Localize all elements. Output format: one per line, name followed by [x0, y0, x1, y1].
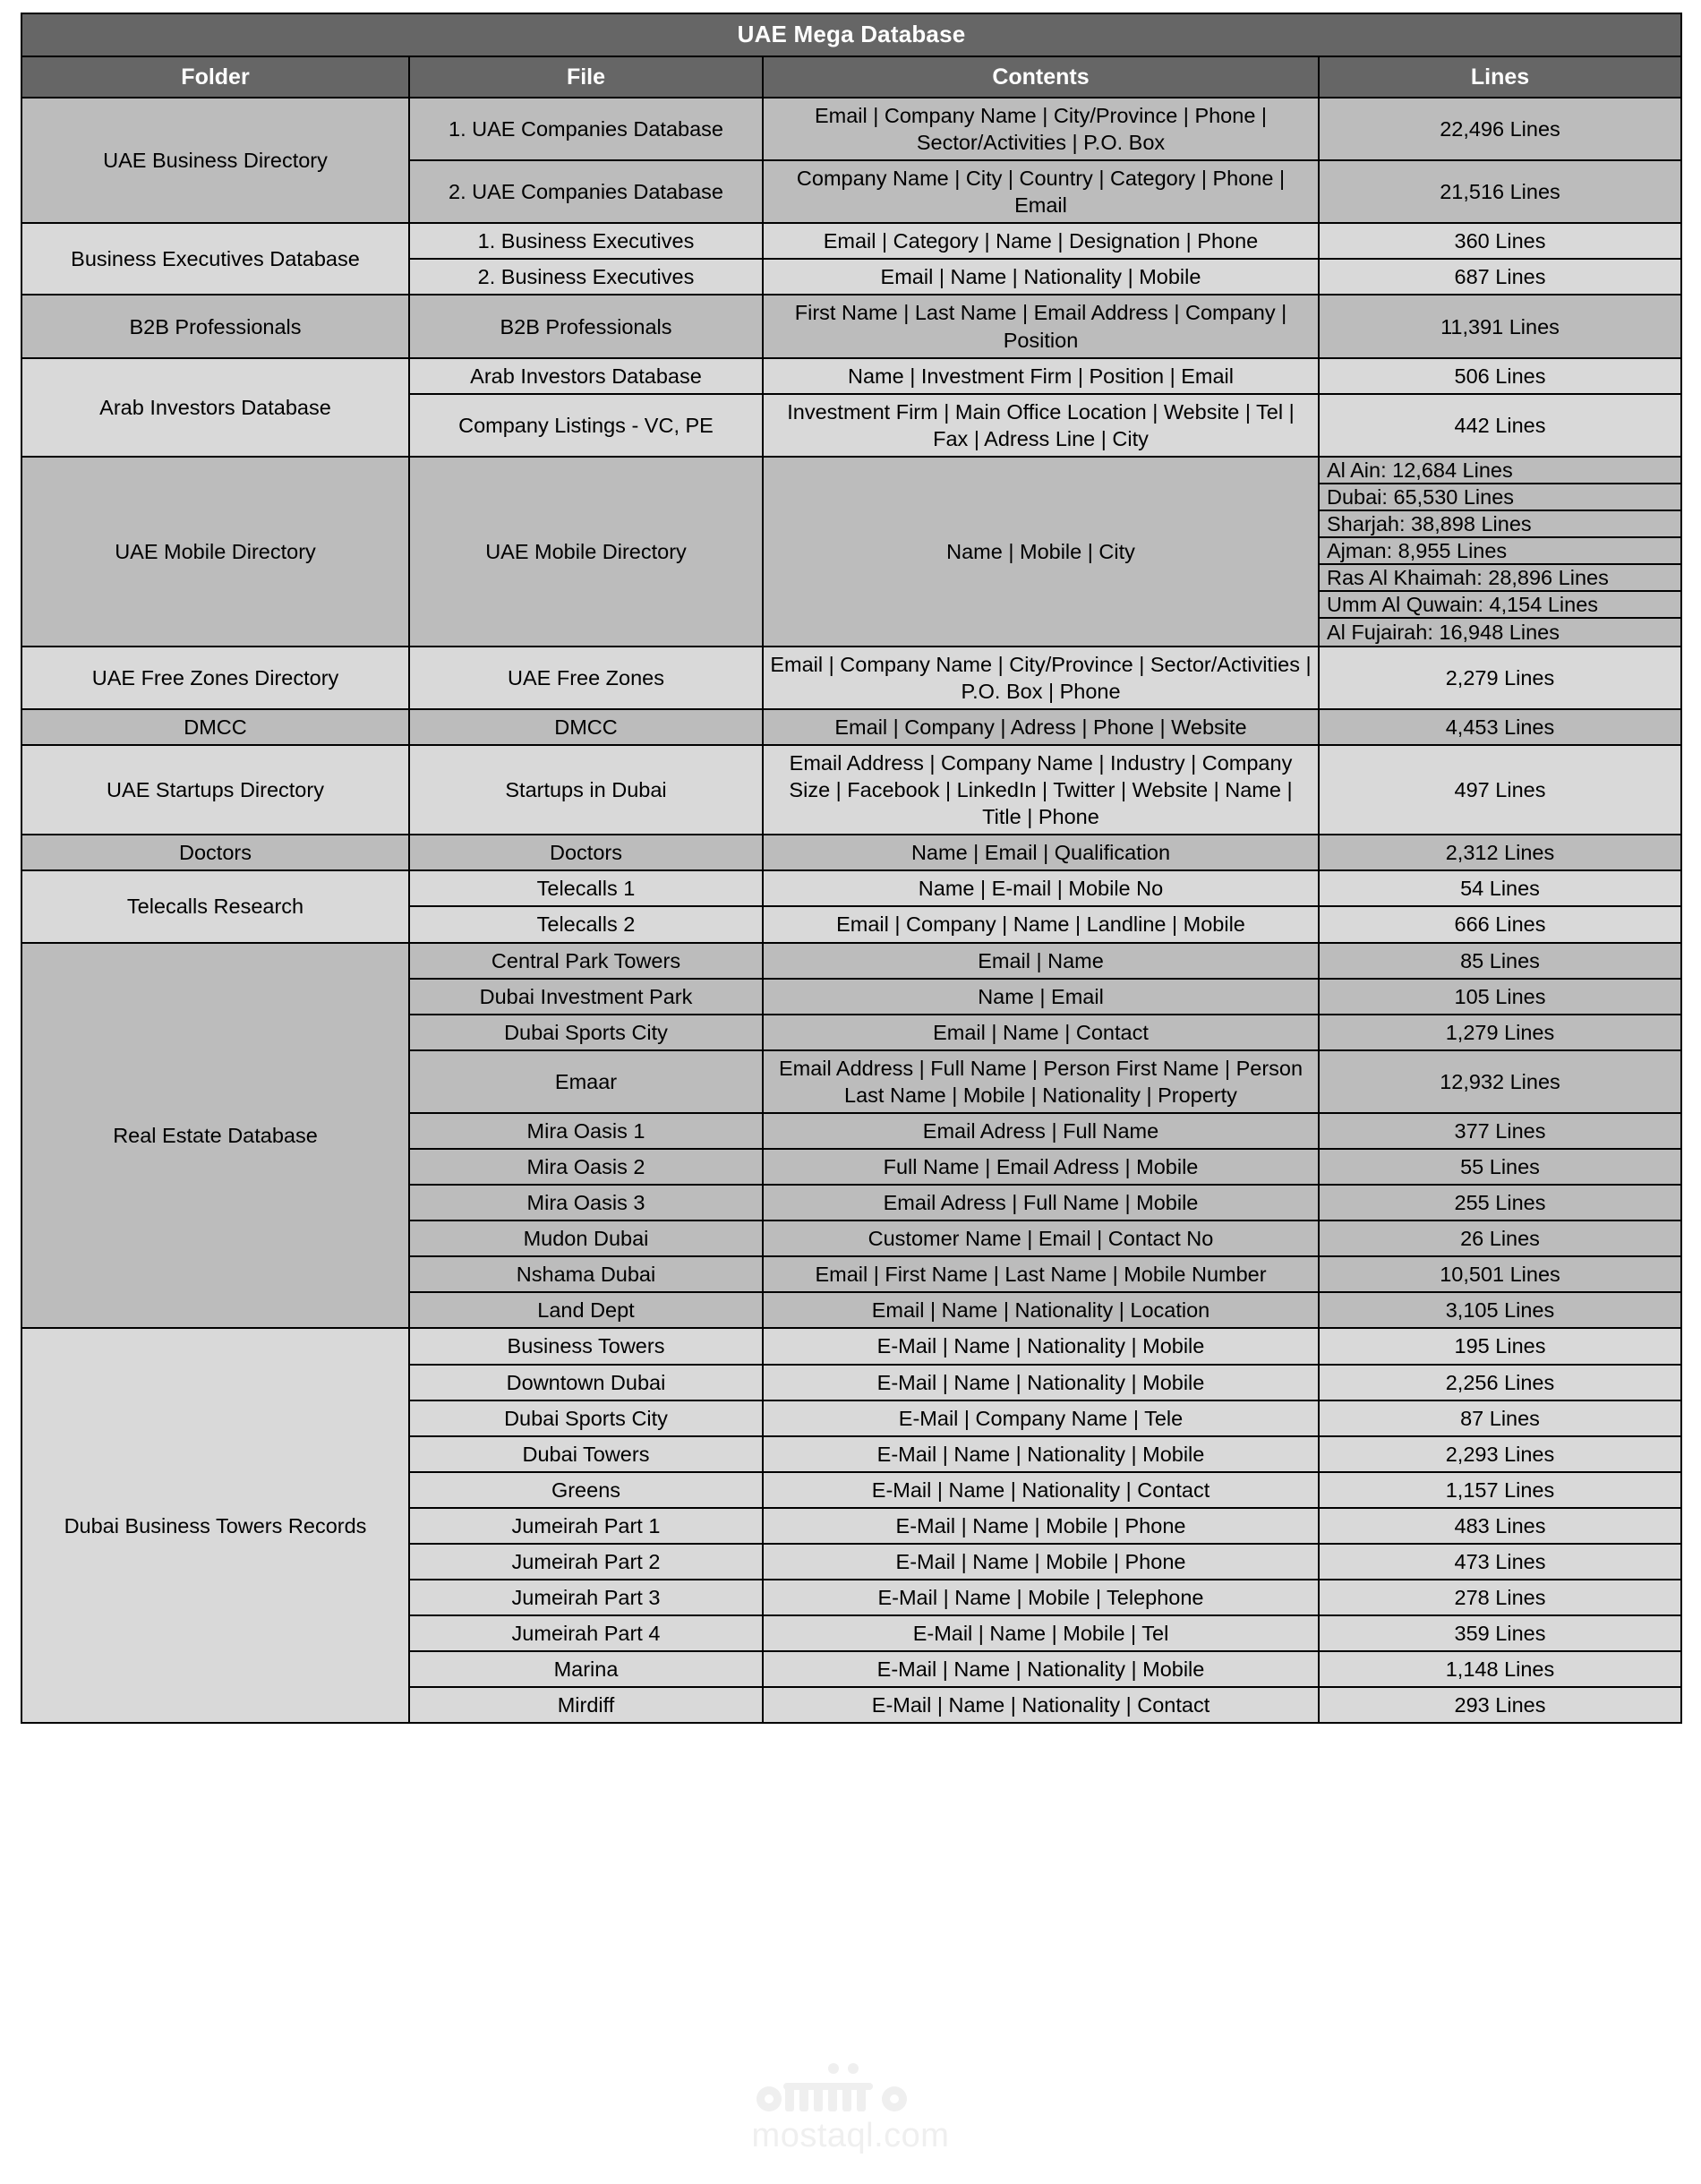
folder-cell: Telecalls Research — [21, 870, 409, 942]
contents-cell: E-Mail | Name | Nationality | Mobile — [763, 1436, 1319, 1472]
lines-cell: 506 Lines — [1319, 358, 1681, 394]
folder-cell: UAE Business Directory — [21, 98, 409, 223]
uae-mega-database-table — [21, 13, 1682, 1724]
contents-cell: Name | Mobile | City — [763, 457, 1319, 647]
file-cell: B2B Professionals — [409, 295, 763, 357]
table-row — [21, 709, 1681, 745]
lines-cell: 293 Lines — [1319, 1687, 1681, 1723]
contents-cell: First Name | Last Name | Email Address | Company | Position — [763, 295, 1319, 357]
contents-cell: Name | Investment Firm | Position | Email — [763, 358, 1319, 394]
file-cell: Dubai Towers — [409, 1436, 763, 1472]
file-cell: Land Dept — [409, 1292, 763, 1328]
lines-cell: 255 Lines — [1319, 1185, 1681, 1220]
file-cell: 1. UAE Companies Database — [409, 98, 763, 160]
contents-cell: Email | Name — [763, 943, 1319, 979]
column-header-row — [21, 56, 1681, 98]
lines-cell: 497 Lines — [1319, 745, 1681, 835]
column-header-file: File — [409, 56, 763, 98]
table-row — [21, 358, 1681, 394]
file-cell: Mirdiff — [409, 1687, 763, 1723]
lines-sub-item: Dubai: 65,530 Lines — [1320, 484, 1680, 511]
lines-cell: 87 Lines — [1319, 1400, 1681, 1436]
file-cell: Startups in Dubai — [409, 745, 763, 835]
lines-cell: 2,293 Lines — [1319, 1436, 1681, 1472]
lines-cell: 666 Lines — [1319, 906, 1681, 942]
file-cell: Mira Oasis 1 — [409, 1113, 763, 1149]
file-cell: 2. UAE Companies Database — [409, 160, 763, 223]
file-cell: Doctors — [409, 835, 763, 870]
folder-cell: UAE Startups Directory — [21, 745, 409, 835]
contents-cell: Name | Email — [763, 979, 1319, 1015]
contents-cell: E-Mail | Name | Nationality | Mobile — [763, 1365, 1319, 1400]
file-cell: Business Towers — [409, 1328, 763, 1364]
lines-cell: 377 Lines — [1319, 1113, 1681, 1149]
lines-cell: 1,157 Lines — [1319, 1472, 1681, 1508]
folder-cell: Doctors — [21, 835, 409, 870]
contents-cell: Investment Firm | Main Office Location | Website | Tel | Fax | Adress Line | City — [763, 394, 1319, 457]
contents-cell: E-Mail | Company Name | Tele — [763, 1400, 1319, 1436]
file-cell: Jumeirah Part 3 — [409, 1580, 763, 1615]
table-row — [21, 295, 1681, 357]
file-cell: Jumeirah Part 1 — [409, 1508, 763, 1544]
file-cell: Dubai Sports City — [409, 1015, 763, 1050]
contents-cell: Email | Company | Name | Landline | Mobile — [763, 906, 1319, 942]
contents-cell: Customer Name | Email | Contact No — [763, 1220, 1319, 1256]
column-header-folder: Folder — [21, 56, 409, 98]
lines-cell: 22,496 Lines — [1319, 98, 1681, 160]
table-row — [21, 1328, 1681, 1364]
lines-cell: 359 Lines — [1319, 1615, 1681, 1651]
lines-cell: 85 Lines — [1319, 943, 1681, 979]
table-row — [21, 457, 1681, 647]
contents-cell: E-Mail | Name | Nationality | Contact — [763, 1687, 1319, 1723]
file-cell: Greens — [409, 1472, 763, 1508]
table-row — [21, 745, 1681, 835]
lines-cell: 278 Lines — [1319, 1580, 1681, 1615]
file-cell: UAE Mobile Directory — [409, 457, 763, 647]
contents-cell: E-Mail | Name | Mobile | Telephone — [763, 1580, 1319, 1615]
folder-cell: Real Estate Database — [21, 943, 409, 1329]
folder-cell: Arab Investors Database — [21, 358, 409, 457]
contents-cell: Email | Name | Contact — [763, 1015, 1319, 1050]
lines-cell: 11,391 Lines — [1319, 295, 1681, 357]
contents-cell: Name | Email | Qualification — [763, 835, 1319, 870]
lines-cell: 3,105 Lines — [1319, 1292, 1681, 1328]
file-cell: Dubai Sports City — [409, 1400, 763, 1436]
lines-cell — [1319, 457, 1681, 647]
contents-cell: Email | First Name | Last Name | Mobile Number — [763, 1256, 1319, 1292]
lines-cell: 54 Lines — [1319, 870, 1681, 906]
lines-cell: 2,312 Lines — [1319, 835, 1681, 870]
lines-cell: 483 Lines — [1319, 1508, 1681, 1544]
lines-cell: 2,256 Lines — [1319, 1365, 1681, 1400]
contents-cell: Email | Category | Name | Designation | Phone — [763, 223, 1319, 259]
contents-cell: E-Mail | Name | Mobile | Tel — [763, 1615, 1319, 1651]
file-cell: Mira Oasis 2 — [409, 1149, 763, 1185]
file-cell: Telecalls 1 — [409, 870, 763, 906]
contents-cell: E-Mail | Name | Nationality | Contact — [763, 1472, 1319, 1508]
folder-cell: Business Executives Database — [21, 223, 409, 295]
table-header — [21, 13, 1681, 98]
lines-cell: 360 Lines — [1319, 223, 1681, 259]
lines-sub-item: Ajman: 8,955 Lines — [1320, 538, 1680, 565]
lines-sub-item: Sharjah: 38,898 Lines — [1320, 511, 1680, 538]
contents-cell: E-Mail | Name | Nationality | Mobile — [763, 1328, 1319, 1364]
folder-cell: Dubai Business Towers Records — [21, 1328, 409, 1723]
table-row — [21, 943, 1681, 979]
file-cell: Emaar — [409, 1050, 763, 1113]
file-cell: UAE Free Zones — [409, 647, 763, 709]
table-title-row — [21, 13, 1681, 56]
lines-cell: 1,279 Lines — [1319, 1015, 1681, 1050]
lines-cell: 26 Lines — [1319, 1220, 1681, 1256]
contents-cell: Full Name | Email Adress | Mobile — [763, 1149, 1319, 1185]
lines-sub-item: Al Ain: 12,684 Lines — [1320, 458, 1680, 484]
lines-cell: 105 Lines — [1319, 979, 1681, 1015]
lines-cell: 55 Lines — [1319, 1149, 1681, 1185]
file-cell: Marina — [409, 1651, 763, 1687]
file-cell: Jumeirah Part 4 — [409, 1615, 763, 1651]
contents-cell: Name | E-mail | Mobile No — [763, 870, 1319, 906]
table-title: UAE Mega Database — [21, 13, 1681, 56]
mostaql-logo-icon — [748, 2060, 953, 2115]
file-cell: Central Park Towers — [409, 943, 763, 979]
contents-cell: E-Mail | Name | Mobile | Phone — [763, 1544, 1319, 1580]
file-cell: Arab Investors Database — [409, 358, 763, 394]
contents-cell: Email | Name | Nationality | Mobile — [763, 259, 1319, 295]
lines-cell: 2,279 Lines — [1319, 647, 1681, 709]
lines-cell: 687 Lines — [1319, 259, 1681, 295]
lines-cell: 442 Lines — [1319, 394, 1681, 457]
file-cell: Downtown Dubai — [409, 1365, 763, 1400]
table-row — [21, 870, 1681, 906]
contents-cell: Email | Name | Nationality | Location — [763, 1292, 1319, 1328]
contents-cell: Email | Company | Adress | Phone | Website — [763, 709, 1319, 745]
file-cell: DMCC — [409, 709, 763, 745]
folder-cell: UAE Free Zones Directory — [21, 647, 409, 709]
contents-cell: Company Name | City | Country | Category | Phone | Email — [763, 160, 1319, 223]
column-header-lines: Lines — [1319, 56, 1681, 98]
lines-cell: 4,453 Lines — [1319, 709, 1681, 745]
contents-cell: Email | Company Name | City/Province | Phone | Sector/Activities | P.O. Box — [763, 98, 1319, 160]
lines-cell: 195 Lines — [1319, 1328, 1681, 1364]
folder-cell: DMCC — [21, 709, 409, 745]
table-row — [21, 835, 1681, 870]
file-cell: Nshama Dubai — [409, 1256, 763, 1292]
file-cell: Telecalls 2 — [409, 906, 763, 942]
lines-cell: 473 Lines — [1319, 1544, 1681, 1580]
column-header-contents: Contents — [763, 56, 1319, 98]
contents-cell: E-Mail | Name | Mobile | Phone — [763, 1508, 1319, 1544]
file-cell: Company Listings - VC, PE — [409, 394, 763, 457]
file-cell: Jumeirah Part 2 — [409, 1544, 763, 1580]
folder-cell: B2B Professionals — [21, 295, 409, 357]
watermark — [0, 2060, 1701, 2155]
file-cell: 2. Business Executives — [409, 259, 763, 295]
table-row — [21, 647, 1681, 709]
contents-cell: Email | Company Name | City/Province | Sector/Activities | P.O. Box | Phone — [763, 647, 1319, 709]
table-body — [21, 98, 1681, 1723]
lines-cell: 21,516 Lines — [1319, 160, 1681, 223]
contents-cell: Email Address | Full Name | Person First Name | Person Last Name | Mobile | Nationality | Property — [763, 1050, 1319, 1113]
file-cell: Mira Oasis 3 — [409, 1185, 763, 1220]
table-row — [21, 223, 1681, 259]
table-row — [21, 98, 1681, 160]
file-cell: Dubai Investment Park — [409, 979, 763, 1015]
contents-cell: Email Adress | Full Name — [763, 1113, 1319, 1149]
contents-cell: E-Mail | Name | Nationality | Mobile — [763, 1651, 1319, 1687]
lines-sub-item: Al Fujairah: 16,948 Lines — [1320, 619, 1680, 646]
lines-sub-item: Ras Al Khaimah: 28,896 Lines — [1320, 565, 1680, 592]
watermark-text: mostaql.com — [751, 2117, 950, 2154]
lines-cell: 12,932 Lines — [1319, 1050, 1681, 1113]
folder-cell: UAE Mobile Directory — [21, 457, 409, 647]
contents-cell: Email Address | Company Name | Industry | Company Size | Facebook | LinkedIn | Twitter | Website | Name | Title | Phone — [763, 745, 1319, 835]
file-cell: Mudon Dubai — [409, 1220, 763, 1256]
file-cell: 1. Business Executives — [409, 223, 763, 259]
lines-sub-item: Umm Al Quwain: 4,154 Lines — [1320, 592, 1680, 619]
contents-cell: Email Adress | Full Name | Mobile — [763, 1185, 1319, 1220]
lines-cell: 1,148 Lines — [1319, 1651, 1681, 1687]
lines-cell: 10,501 Lines — [1319, 1256, 1681, 1292]
